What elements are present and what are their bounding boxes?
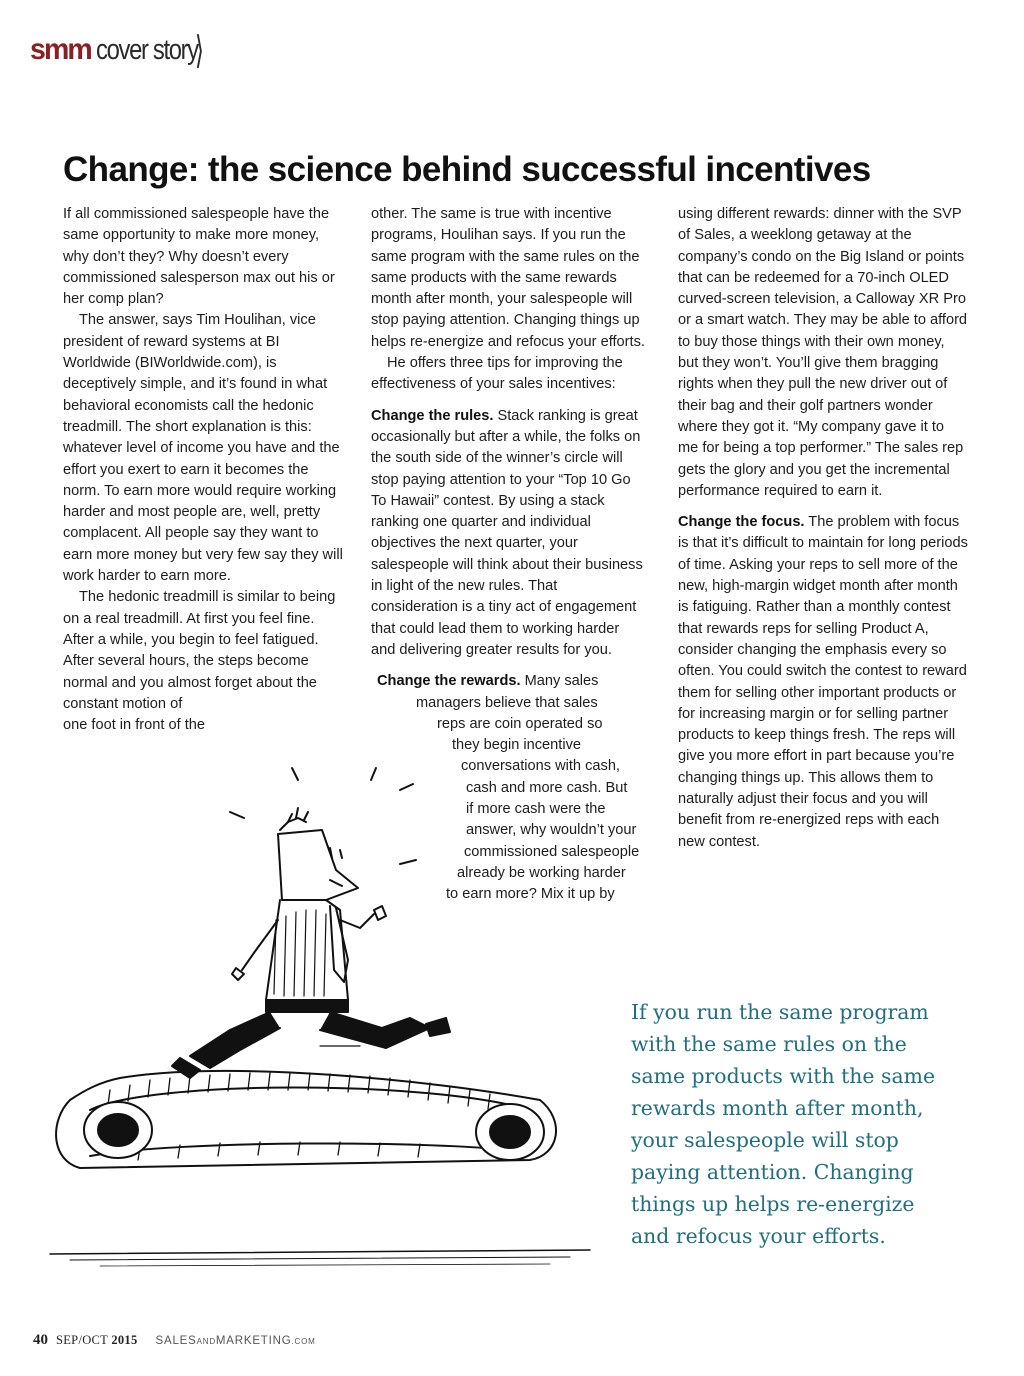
pull-quote-line: same products with the same	[631, 1064, 936, 1088]
paragraph: other. The same is true with incentive programs, Houlihan says. If you run the same program with the same rules on the same products with the same rewards month after month, your salespeople will stop paying attention. Changing things up helps re-energize and refocus your efforts.	[371, 206, 645, 350]
column-1	[63, 204, 348, 736]
page-number: 40	[33, 1332, 48, 1348]
pull-quote	[631, 996, 991, 1252]
wrap-line: managers believe that sales	[416, 694, 598, 711]
wrap-line: commissioned salespeople	[464, 843, 640, 860]
pull-quote-line: with the same rules on the	[631, 1032, 907, 1056]
section-name: cover story	[96, 33, 198, 66]
paragraph: The answer, says Tim Houlihan, vice president of reward systems at BI Worldwide (BIWorldwide.com), is deceptively simple, and it’s found in what behavioral economists call the hedonic treadmill. The short explanation is this: whatever level of income you have and the effort you exert to earn it becomes the norm. To earn more would require working harder and most people are, well, pretty complacent. All people say they want to earn more money but very few say they will work harder to earn more.	[63, 312, 343, 585]
subhead: Change the rewards.	[377, 673, 521, 690]
subhead: Change the focus.	[678, 514, 805, 531]
chevron-right-icon: ⟩	[195, 29, 205, 72]
section-change-rules	[371, 406, 646, 662]
section-body: The problem with focus is that it’s difficult to maintain for long periods of time. Asking your reps to sell more of the new, high-margin widget month after month is fatiguing. Rather than a monthly contest that rewards reps for selling Product A, consider changing the emphasis every so often. You could switch the contest to reward them for selling other important products or for increasing margin or for selling partner products to keep things fresh. The reps will give you more effort in part because you’re changing things up. This allows them to naturally adjust their focus and you will benefit from re-energized reps with each new contest.	[678, 514, 968, 850]
site-url: SALESANDMARKETING.COM	[155, 1335, 316, 1347]
wrap-line: reps are coin operated so	[437, 715, 603, 732]
pull-quote-line: your salespeople will stop	[631, 1128, 899, 1152]
wrap-line: conversations with cash,	[461, 758, 620, 775]
page-footer	[33, 1332, 316, 1349]
section-body: Stack ranking is great occasionally but after a while, the folks on the south side of the winner’s circle will stop paying attention to your “Top 10 Go To Hawaii” contest. By using a stack ranking one quarter and individual objectives the next quarter, your salespeople will think about their business in light of the new rules. That consideration is a tiny act of engagement that could lead them to working harder and delivering greater results for you.	[371, 407, 643, 658]
man-running-on-treadmill-illustration	[30, 760, 610, 1300]
section-change-focus	[678, 512, 968, 853]
issue-date: SEP/OCT 2015	[56, 1333, 138, 1347]
paragraph: using different rewards: dinner with the SVP of Sales, a weeklong getaway at the company’s condo on the Big Island or points that can be redeemed for a 70-inch OLED curved-screen television, a Calloway XR Pro or a smart watch. They may be able to afford to buy those things with their own money, but they won’t. You’ll give them bragging rights when they pull the new driver out of their bag and their golf partners wonder where they got it. “My company gave it to me for being a top performer.” The sales rep gets the glory and you get the incremental performance required to earn it.	[678, 206, 968, 499]
paragraph: If all commissioned salespeople have the same opportunity to make more money, why don’t they? Why doesn’t every commissioned salesperson max out his or her comp plan?	[63, 206, 335, 308]
pull-quote-line: rewards month after month,	[631, 1096, 924, 1120]
pull-quote-line: things up helps re-energize	[631, 1192, 915, 1216]
article-title: Change: the science behind successful incentives	[63, 150, 871, 189]
paragraph: The hedonic treadmill is similar to being on a real treadmill. At first you feel fine. After a while, you begin to feel fatigued. After several hours, the steps become normal and you almost forget about the constant motion of	[63, 589, 336, 712]
wrap-line: Change the rewards. Many sales	[377, 673, 599, 690]
wrap-line: they begin incentive	[452, 737, 581, 754]
wrap-line: to earn more? Mix it up by	[446, 886, 615, 903]
brand-logo: smm	[30, 33, 91, 66]
column-3	[678, 204, 968, 853]
section-tag	[30, 28, 207, 72]
paragraph: He offers three tips for improving the effectiveness of your sales incentives:	[371, 355, 623, 393]
wrap-line: if more cash were the	[466, 801, 606, 818]
pull-quote-line: and refocus your efforts.	[631, 1224, 886, 1248]
wrap-line: answer, why wouldn’t your	[466, 822, 637, 839]
paragraph: one foot in front of the	[63, 717, 205, 734]
wrap-line: cash and more cash. But	[466, 779, 628, 796]
pull-quote-line: If you run the same program	[631, 1000, 929, 1024]
wrap-line: already be working harder	[457, 864, 626, 881]
pull-quote-line: paying attention. Changing	[631, 1160, 914, 1184]
subhead: Change the rules.	[371, 407, 494, 424]
